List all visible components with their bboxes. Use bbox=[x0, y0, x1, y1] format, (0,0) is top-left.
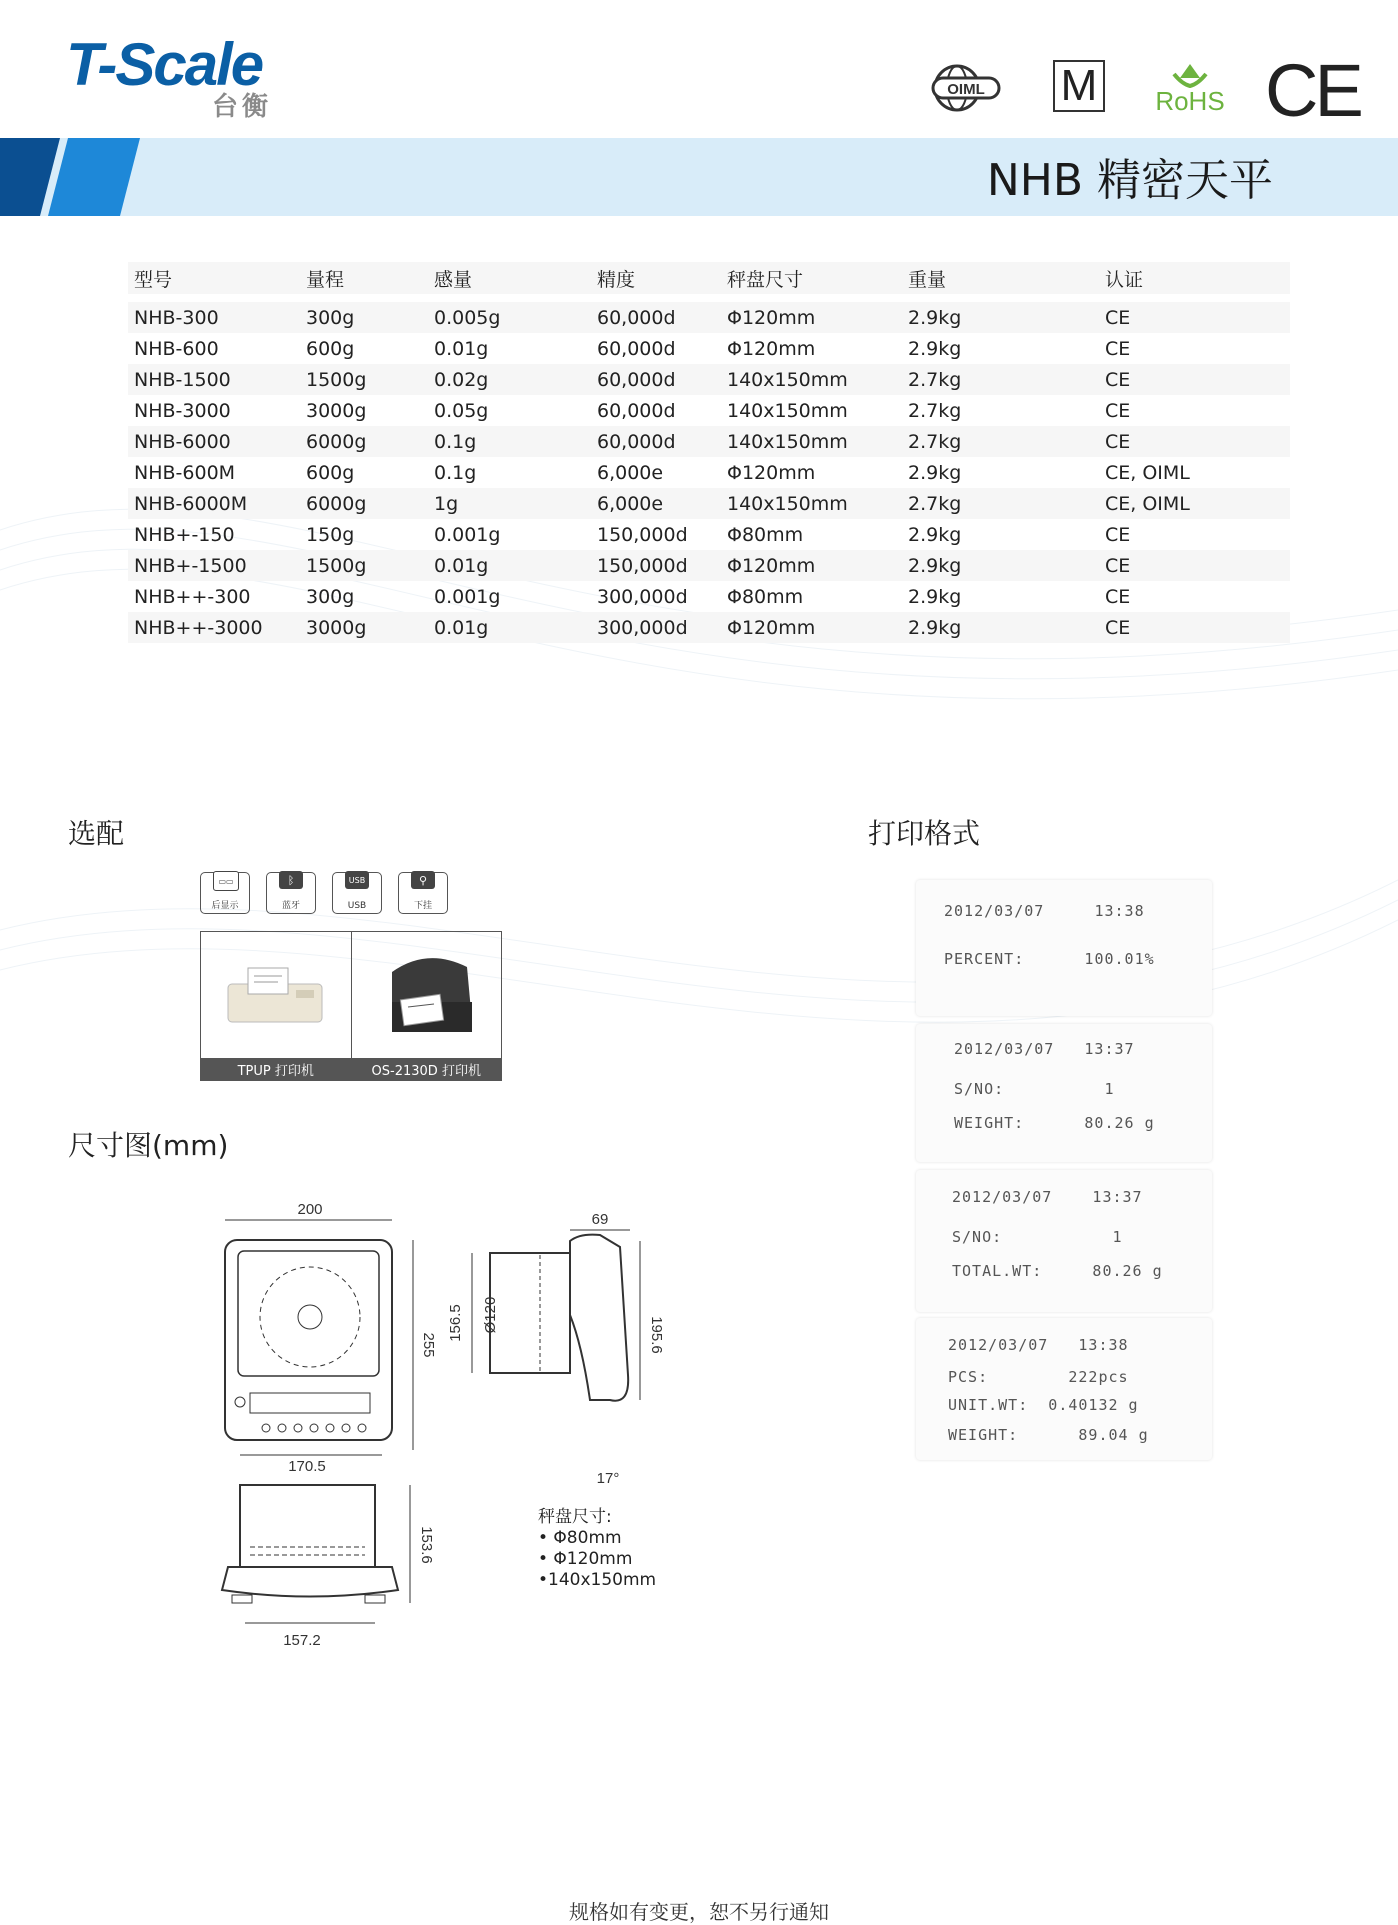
table-cell: 300,000d bbox=[597, 585, 688, 608]
table-row bbox=[128, 364, 1290, 395]
dim-top-height: 255 bbox=[420, 1332, 437, 1358]
accessory-label: 后显示 bbox=[211, 901, 239, 911]
table-cell: 300g bbox=[306, 585, 355, 608]
brand-logo: T-Scale bbox=[66, 31, 263, 98]
table-cell: Φ120mm bbox=[727, 461, 816, 484]
receipt-line: PCS: 222pcs bbox=[948, 1368, 1129, 1386]
receipt-line: 2012/03/07 13:38 bbox=[944, 902, 1145, 920]
receipt-line: 2012/03/07 13:38 bbox=[948, 1336, 1129, 1354]
table-cell: 300g bbox=[306, 306, 355, 329]
table-cell: 2.7kg bbox=[908, 368, 962, 391]
table-cell: 2.9kg bbox=[908, 554, 962, 577]
table-cell: 2.7kg bbox=[908, 399, 962, 422]
table-cell: CE, OIML bbox=[1105, 461, 1190, 484]
table-cell: 0.1g bbox=[434, 430, 477, 453]
hook-icon: ⚲ 下挂 bbox=[398, 872, 448, 914]
table-cell: 140x150mm bbox=[727, 399, 848, 422]
table-header: 量程 bbox=[306, 268, 345, 291]
table-cell: 6,000e bbox=[597, 461, 664, 484]
table-cell: 60,000d bbox=[597, 430, 676, 453]
table-cell: 150,000d bbox=[597, 523, 688, 546]
receipt-total-weight bbox=[916, 1170, 1212, 1312]
table-header: 型号 bbox=[134, 268, 173, 291]
table-cell: 60,000d bbox=[597, 306, 676, 329]
table-cell: 0.05g bbox=[434, 399, 489, 422]
accessory-label: 下挂 bbox=[413, 901, 432, 911]
pan-size-note bbox=[538, 1507, 656, 1591]
dim-top-width: 200 bbox=[297, 1201, 323, 1218]
table-cell: 3000g bbox=[306, 616, 367, 639]
dimensions-title: 尺寸图(mm) bbox=[68, 1129, 229, 1162]
table-header: 重量 bbox=[908, 268, 947, 291]
receipt-line: S/NO: 1 bbox=[954, 1080, 1115, 1098]
table-cell: 2.9kg bbox=[908, 306, 962, 329]
table-cell: CE bbox=[1105, 585, 1131, 608]
table-cell: NHB-6000M bbox=[134, 492, 248, 515]
table-cell: 0.1g bbox=[434, 461, 477, 484]
receipt-percent bbox=[916, 880, 1212, 1016]
receipt-line: WEIGHT: 80.26 g bbox=[954, 1114, 1155, 1132]
tpup-printer-image bbox=[226, 960, 326, 1030]
table-cell: 2.9kg bbox=[908, 523, 962, 546]
footer-note: 规格如有变更，恕不另行通知 bbox=[569, 1900, 829, 1924]
table-cell: NHB-6000 bbox=[134, 430, 231, 453]
page-title: NHB 精密天平 bbox=[986, 155, 1273, 206]
receipt-line: S/NO: 1 bbox=[952, 1228, 1123, 1246]
table-cell: 6000g bbox=[306, 492, 367, 515]
table-cell: 140x150mm bbox=[727, 492, 848, 515]
table-cell: NHB++-300 bbox=[134, 585, 251, 608]
dim-front-width: 157.2 bbox=[283, 1632, 321, 1649]
display-icon: ▭▭ 后显示 bbox=[200, 872, 250, 914]
receipt-line: UNIT.WT: 0.40132 g bbox=[948, 1396, 1139, 1414]
dim-side-height-left: 156.5 bbox=[447, 1304, 464, 1342]
oiml-cert-icon bbox=[925, 62, 1003, 114]
table-cell: Φ120mm bbox=[727, 554, 816, 577]
dim-side-depth: 69 bbox=[591, 1211, 609, 1228]
table-cell: CE bbox=[1105, 337, 1131, 360]
table-cell: 1500g bbox=[306, 554, 367, 577]
table-row bbox=[128, 457, 1290, 488]
table-cell: Φ80mm bbox=[727, 585, 804, 608]
table-cell: NHB-1500 bbox=[134, 368, 231, 391]
table-row bbox=[128, 612, 1290, 643]
table-cell: 300,000d bbox=[597, 616, 688, 639]
dim-front-height: 153.6 bbox=[418, 1526, 435, 1564]
dim-base-width: 170.5 bbox=[288, 1458, 326, 1475]
printer-options bbox=[200, 931, 502, 1081]
table-cell: CE bbox=[1105, 399, 1131, 422]
table-cell: 2.9kg bbox=[908, 616, 962, 639]
table-cell: 1g bbox=[434, 492, 459, 515]
printer-label: TPUP 打印机 bbox=[201, 1058, 351, 1080]
table-cell: CE bbox=[1105, 430, 1131, 453]
table-row bbox=[128, 581, 1290, 612]
dim-angle: 17° bbox=[596, 1470, 620, 1487]
table-cell: CE bbox=[1105, 368, 1131, 391]
table-cell: 1500g bbox=[306, 368, 367, 391]
svg-text:OIML: OIML bbox=[947, 81, 985, 98]
accessory-label: 蓝牙 bbox=[281, 901, 300, 911]
table-cell: Φ120mm bbox=[727, 306, 816, 329]
table-cell: 140x150mm bbox=[727, 430, 848, 453]
table-cell: 0.005g bbox=[434, 306, 501, 329]
table-cell: 60,000d bbox=[597, 368, 676, 391]
receipt-pcs bbox=[916, 1318, 1212, 1460]
table-header: 秤盘尺寸 bbox=[727, 268, 804, 291]
table-row bbox=[128, 550, 1290, 581]
table-cell: CE bbox=[1105, 523, 1131, 546]
receipt-weight bbox=[916, 1024, 1212, 1162]
pan-size-item: • Φ120mm bbox=[538, 1549, 633, 1569]
receipt-line: 2012/03/07 13:37 bbox=[952, 1188, 1143, 1206]
receipt-line: TOTAL.WT: 80.26 g bbox=[952, 1262, 1163, 1280]
bluetooth-icon: ᛒ 蓝牙 bbox=[266, 872, 316, 914]
table-cell: CE bbox=[1105, 616, 1131, 639]
table-cell: CE bbox=[1105, 306, 1131, 329]
table-cell: 0.01g bbox=[434, 337, 489, 360]
table-cell: NHB-600M bbox=[134, 461, 236, 484]
pan-size-item: • Φ80mm bbox=[538, 1528, 622, 1548]
table-row bbox=[128, 302, 1290, 333]
brand-logo-sub: 台衡 bbox=[212, 92, 273, 122]
pan-note-title: 秤盘尺寸: bbox=[538, 1507, 612, 1527]
table-cell: 60,000d bbox=[597, 337, 676, 360]
table-cell: NHB++-3000 bbox=[134, 616, 263, 639]
print-format-title: 打印格式 bbox=[868, 817, 981, 850]
table-header: 认证 bbox=[1105, 268, 1144, 291]
accessory-label: USB bbox=[347, 901, 367, 911]
table-cell: 2.9kg bbox=[908, 461, 962, 484]
table-cell: CE bbox=[1105, 554, 1131, 577]
spec-table bbox=[128, 262, 1290, 643]
table-cell: 2.7kg bbox=[908, 430, 962, 453]
dim-side-height-right: 195.6 bbox=[648, 1316, 665, 1354]
table-cell: Φ120mm bbox=[727, 616, 816, 639]
table-cell: NHB-300 bbox=[134, 306, 219, 329]
usb-icon: USB USB bbox=[332, 872, 382, 914]
table-row bbox=[128, 488, 1290, 519]
table-cell: 0.01g bbox=[434, 554, 489, 577]
table-cell: 2.9kg bbox=[908, 337, 962, 360]
metrology-m-mark: M bbox=[1053, 60, 1105, 112]
dim-pan-dia: Ø120 bbox=[482, 1296, 499, 1334]
os2130d-printer bbox=[352, 932, 502, 1080]
svg-text:RoHS: RoHS bbox=[1155, 86, 1225, 116]
accessory-icons bbox=[200, 872, 448, 914]
receipt-line: WEIGHT: 89.04 g bbox=[948, 1426, 1149, 1444]
table-cell: 140x150mm bbox=[727, 368, 848, 391]
table-cell: 0.02g bbox=[434, 368, 489, 391]
table-header-row bbox=[128, 262, 1290, 294]
table-cell: Φ80mm bbox=[727, 523, 804, 546]
accessories-title: 选配 bbox=[68, 817, 125, 850]
table-cell: 600g bbox=[306, 337, 355, 360]
banner-stripe bbox=[0, 138, 150, 216]
rohs-cert-icon bbox=[1150, 56, 1230, 116]
table-cell: 150g bbox=[306, 523, 355, 546]
tpup-printer bbox=[201, 932, 352, 1080]
printer-label: OS-2130D 打印机 bbox=[352, 1058, 502, 1080]
table-row bbox=[128, 333, 1290, 364]
table-cell: 150,000d bbox=[597, 554, 688, 577]
table-cell: 2.7kg bbox=[908, 492, 962, 515]
table-header: 精度 bbox=[597, 268, 636, 291]
receipt-line: PERCENT: 100.01% bbox=[944, 950, 1155, 968]
table-cell: 6000g bbox=[306, 430, 367, 453]
table-cell: NHB-600 bbox=[134, 337, 219, 360]
table-cell: 60,000d bbox=[597, 399, 676, 422]
pan-size-item: •140x150mm bbox=[538, 1570, 657, 1590]
os2130d-printer-image bbox=[372, 942, 482, 1052]
table-cell: 6,000e bbox=[597, 492, 664, 515]
table-cell: NHB-3000 bbox=[134, 399, 231, 422]
table-cell: NHB+-1500 bbox=[134, 554, 247, 577]
table-cell: CE, OIML bbox=[1105, 492, 1190, 515]
table-cell: 0.01g bbox=[434, 616, 489, 639]
table-row bbox=[128, 426, 1290, 457]
table-row bbox=[128, 395, 1290, 426]
table-cell: Φ120mm bbox=[727, 337, 816, 360]
table-cell: 2.9kg bbox=[908, 585, 962, 608]
ce-mark: CE bbox=[1265, 49, 1360, 132]
table-cell: 600g bbox=[306, 461, 355, 484]
table-cell: 0.001g bbox=[434, 585, 501, 608]
table-row bbox=[128, 519, 1290, 550]
table-cell: 0.001g bbox=[434, 523, 501, 546]
table-cell: 3000g bbox=[306, 399, 367, 422]
receipt-line: 2012/03/07 13:37 bbox=[954, 1040, 1135, 1058]
table-header: 感量 bbox=[434, 268, 473, 291]
table-cell: NHB+-150 bbox=[134, 523, 235, 546]
